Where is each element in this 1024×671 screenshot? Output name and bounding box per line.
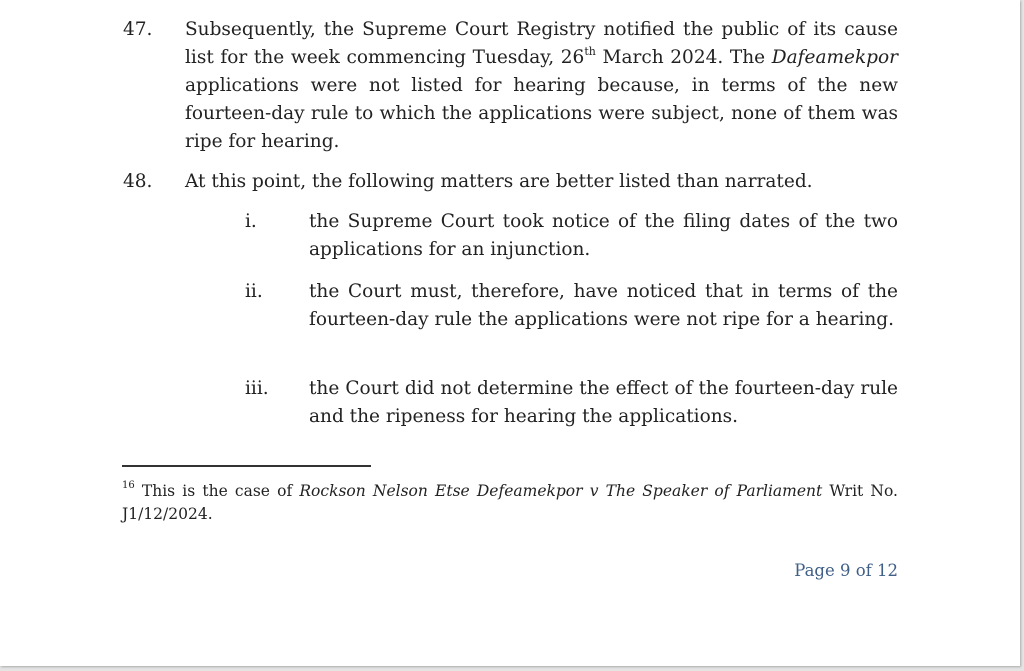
paragraph-number: 47. (123, 19, 153, 40)
list-item-text: the Supreme Court took notice of the filing dates of the two applications for an injunction. (309, 211, 898, 260)
list-item-text: the Court did not determine the effect of the fourteen-day rule and the ripeness for hearing the applications. (309, 378, 898, 427)
paragraph-number: 48. (123, 171, 153, 192)
page-number: Page 9 of 12 (794, 561, 898, 580)
footnote-divider (122, 465, 371, 467)
footnote (122, 480, 898, 526)
list-numeral: ii. (245, 281, 263, 302)
list-numeral: i. (245, 211, 257, 232)
footnote-case-name: Rockson Nelson Etse Defeamekpor v The Speaker of Parliament (299, 482, 823, 500)
paragraph-text-part: applications were not listed for hearing because, in terms of the new fourteen-day rule to which the applications were subject, none of them was ripe for hearing. (185, 75, 898, 152)
paragraph-text: At this point, the following matters are better listed than narrated. (185, 171, 813, 192)
footnote-text-part: Writ No. J1/12/2024. (122, 482, 898, 523)
paragraph-text-part: March 2024. The (595, 47, 772, 68)
footnote-text-part: This is the case of (134, 482, 300, 500)
list-item-text: the Court must, therefore, have noticed that in terms of the fourteen-day rule the applications were not ripe for a hearing. (309, 281, 898, 330)
ordinal-superscript: th (584, 44, 596, 58)
list-numeral: iii. (245, 378, 269, 399)
footnote-marker: 16 (122, 479, 135, 491)
paragraph-text-part: Subsequently, the Supreme Court Registry notified the public of its cause list for the week commencing Tuesday, 26 (185, 19, 898, 68)
paragraph-text (185, 16, 898, 156)
case-name-italic: Dafeamekpor (771, 47, 898, 68)
